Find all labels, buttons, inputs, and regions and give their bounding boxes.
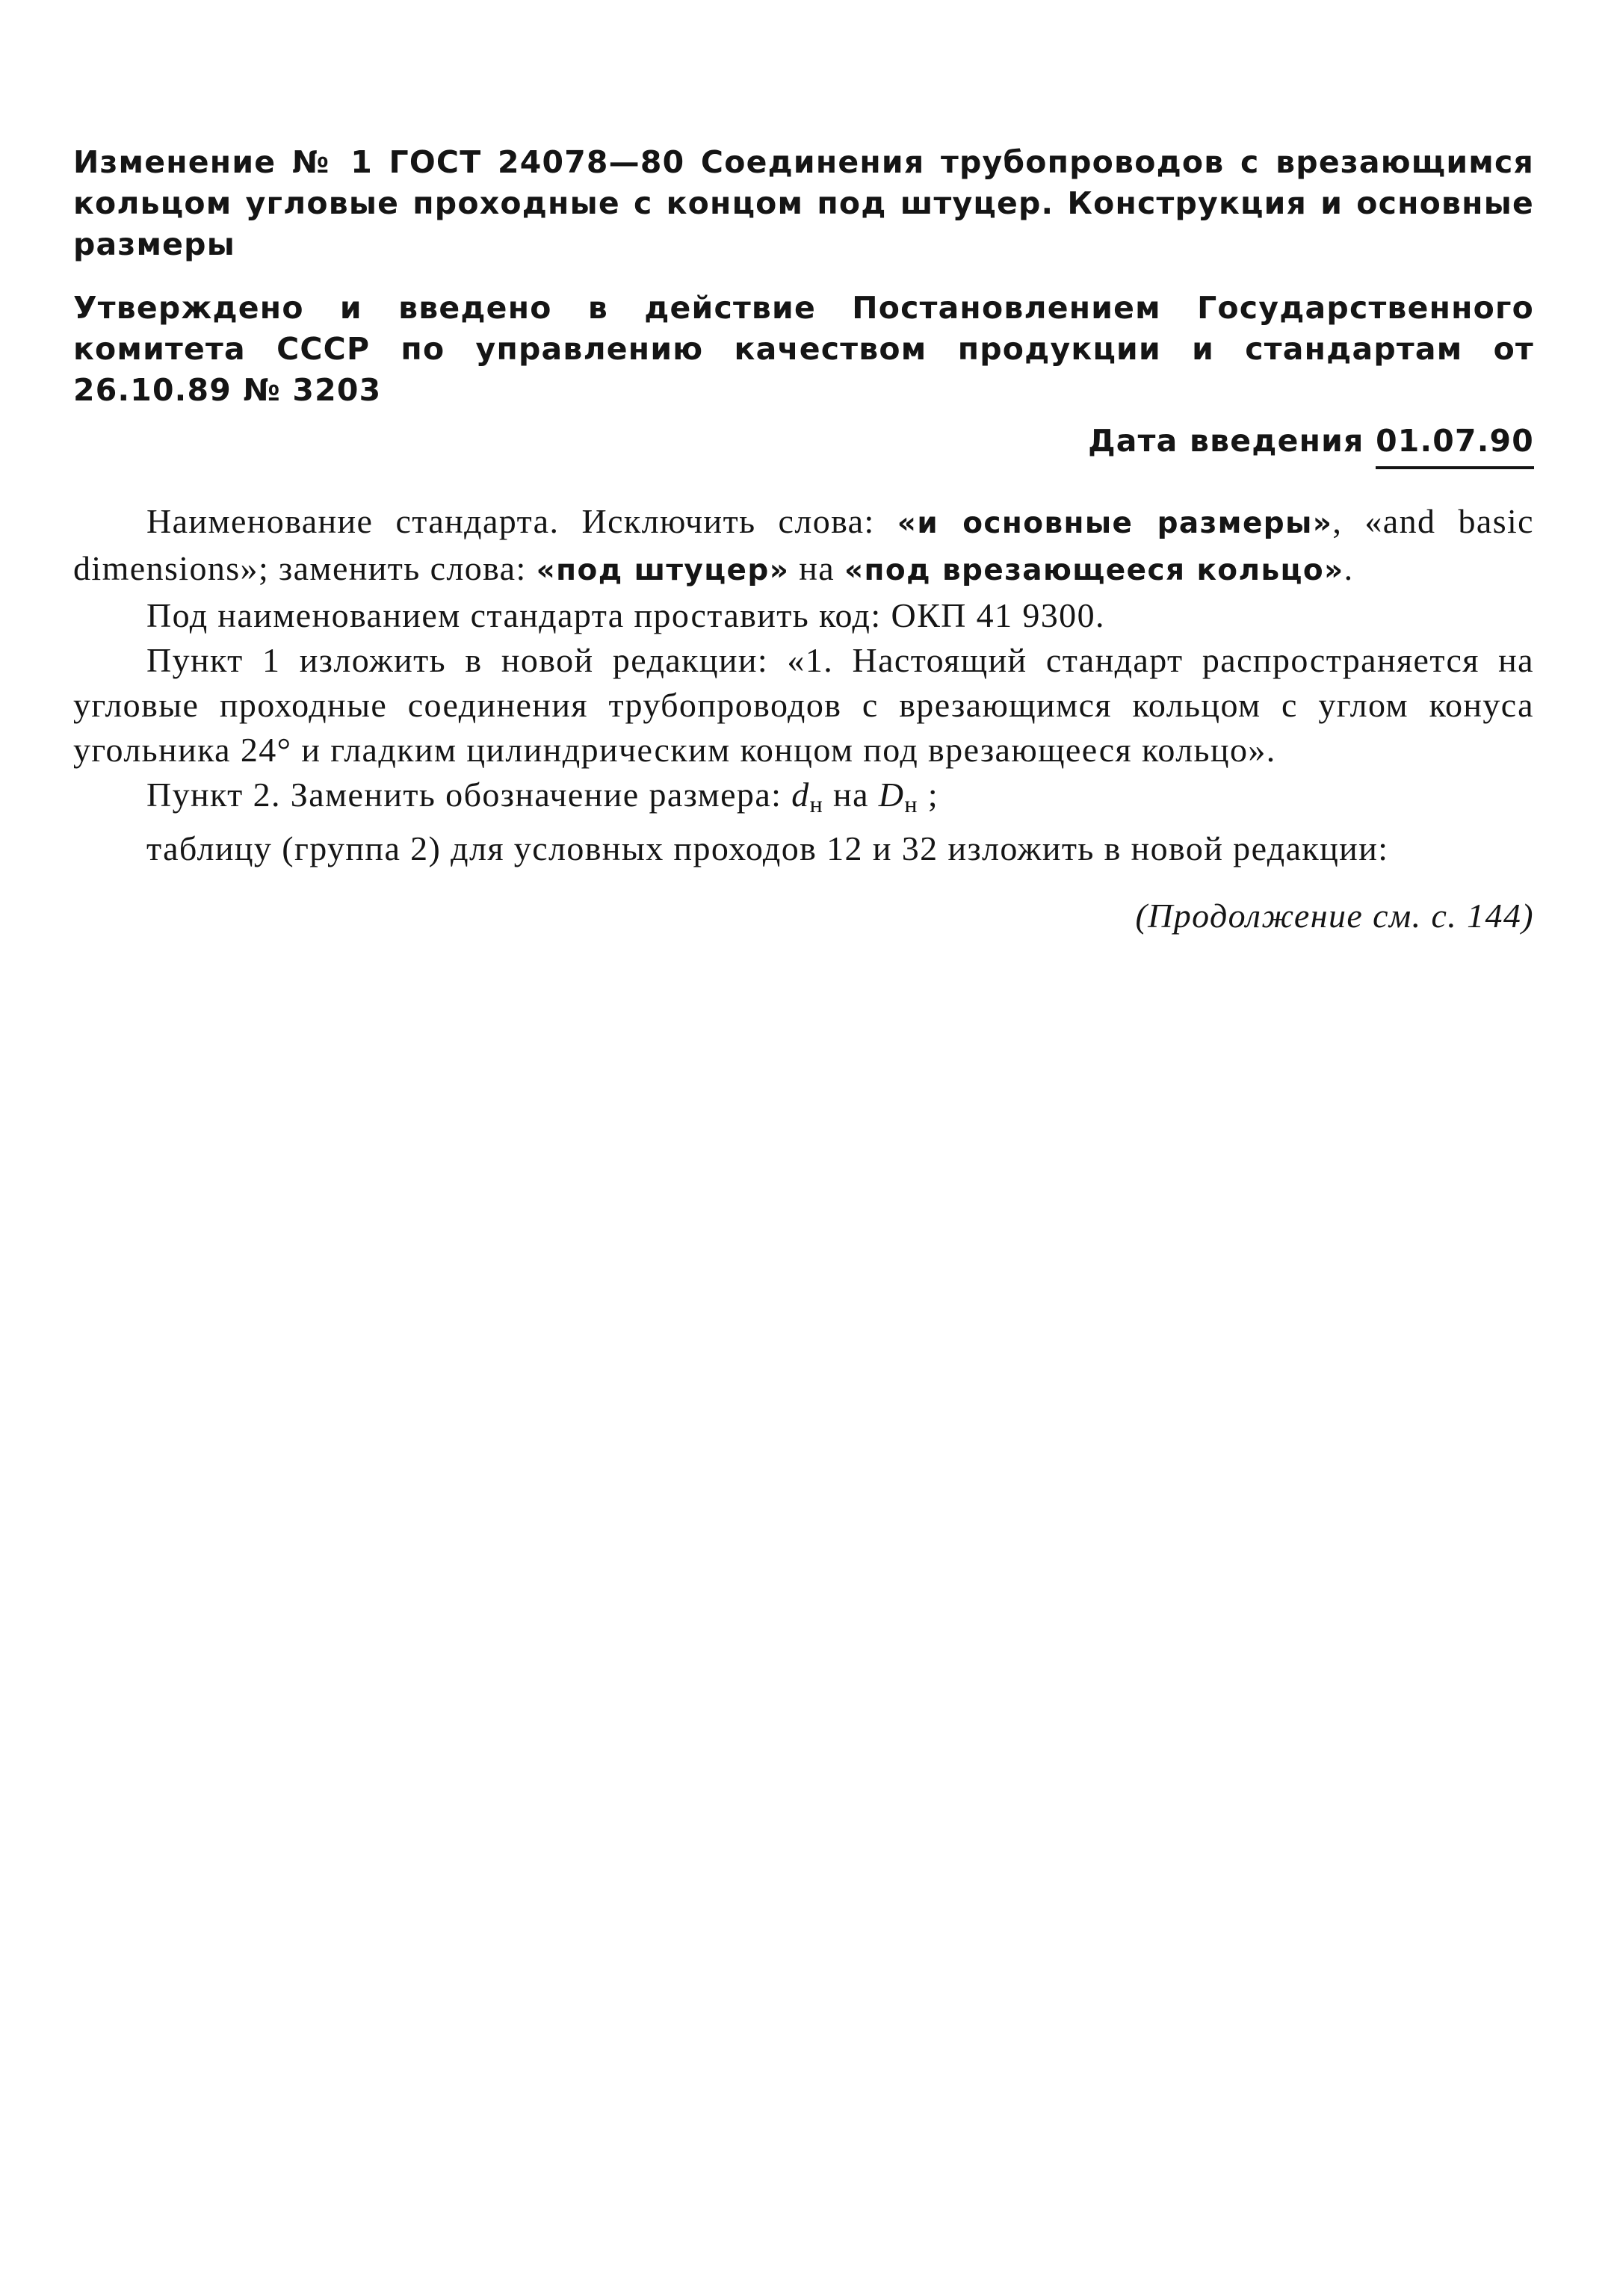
paragraph-okp-code: Под наименованием стандарта проставить код: ОКП 41 9300. — [146, 596, 1105, 634]
paragraph-text: , «and basic dimensions»; заменить слова: — [73, 502, 1534, 587]
effective-date-value: 01.07.90 — [1376, 421, 1534, 469]
approval-statement: Утверждено и введено в действие Постановлением Государственного комитета СССР по управлению качеством продукции и стандартам от 26.10.89 № 3203 — [73, 290, 1534, 408]
effective-date-label: Дата введения — [1088, 423, 1364, 459]
paragraph-standard-name — [73, 499, 1534, 593]
amendment-title: Изменение № 1 ГОСТ 24078—80 Соединения трубопроводов с врезающимся кольцом угловые проходные с концом под штуцер. Конструкция и основные размеры — [73, 144, 1534, 262]
paragraph-point-2 — [73, 773, 1534, 826]
effective-date-line — [73, 421, 1534, 469]
paragraph-text: Пункт 2. Заменить обозначение размера: — [146, 776, 792, 814]
paragraph-text: Наименование стандарта. Исключить слова: — [146, 502, 897, 540]
continuation-note: (Продолжение см. с. 144) — [1135, 897, 1534, 935]
amendment-body — [73, 499, 1534, 871]
symbol-subscript: н — [809, 790, 824, 817]
paragraph-table-instruction: таблицу (группа 2) для условных проходов 12 и 32 изложить в новой редакции: — [146, 829, 1389, 867]
paragraph-text: ; — [918, 776, 939, 814]
quoted-phrase: «под штуцер» — [536, 554, 790, 587]
quoted-phrase: «под врезающееся кольцо» — [844, 554, 1344, 587]
symbol-subscript: н — [904, 790, 918, 817]
symbol-D: D — [878, 776, 905, 814]
paragraph-text: . — [1343, 549, 1354, 587]
paragraph-text: на — [789, 549, 844, 587]
quoted-phrase: «и основные размеры» — [897, 507, 1333, 540]
paragraph-point-1: Пункт 1 изложить в новой редакции: «1. Настоящий стандарт распространяется на угловые проходные соединения трубопроводов с врезающимся кольцом с углом конуса угольника 24° и гладким цилиндрическим концом под врезающееся кольцо». — [73, 641, 1534, 769]
document-page — [73, 142, 1534, 938]
symbol-d: d — [791, 776, 810, 814]
paragraph-text: на — [823, 776, 879, 814]
